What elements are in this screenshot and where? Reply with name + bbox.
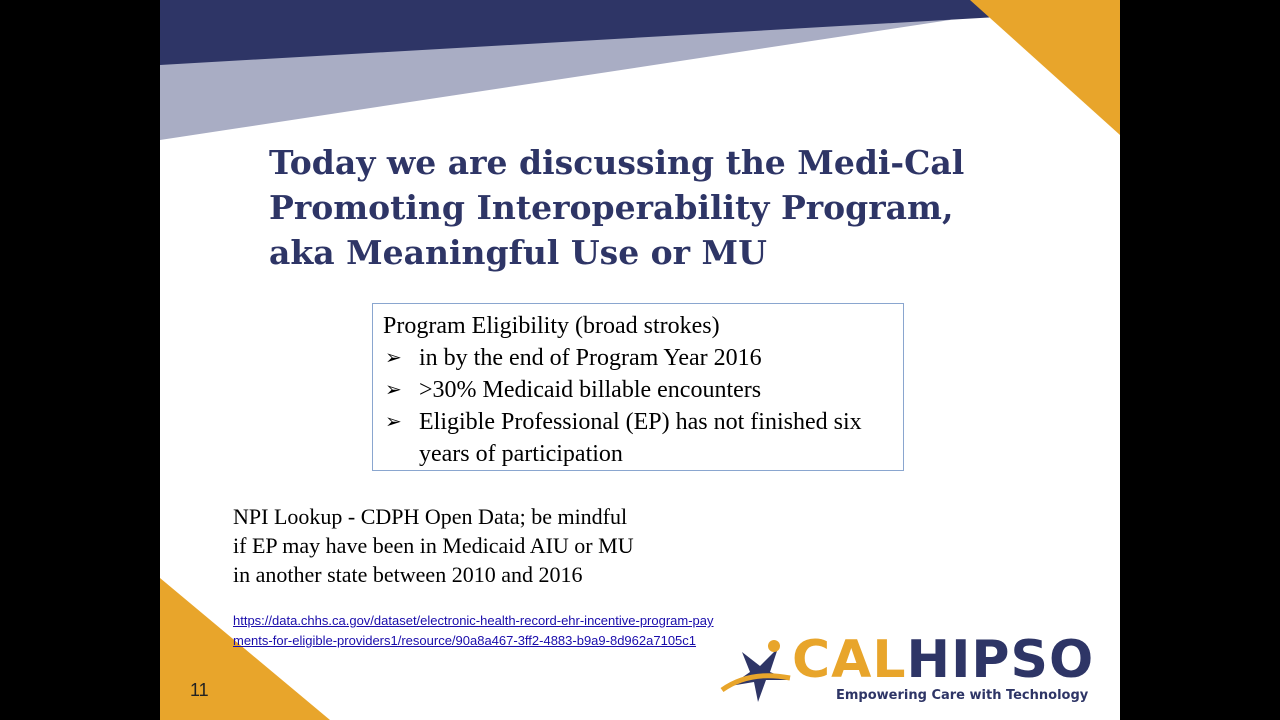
npi-line-3: in another state between 2010 and 2016 (233, 562, 583, 587)
logo-cal-text: CAL (792, 630, 907, 690)
title-line-3: aka Meaningful Use or MU (269, 233, 767, 272)
eligibility-heading: Program Eligibility (broad strokes) (383, 313, 720, 339)
eligibility-item-text: in by the end of Program Year 2016 (419, 345, 762, 371)
arrow-bullet-icon: ➢ (385, 379, 402, 401)
title-line-1: Today we are discussing the Medi-Cal (269, 143, 965, 182)
eligibility-item (383, 374, 903, 406)
npi-line-1: NPI Lookup - CDPH Open Data; be mindful (233, 504, 628, 529)
calhipso-wordmark (792, 628, 1094, 692)
open-data-link[interactable]: https://data.chhs.ca.gov/dataset/electronic-health-record-ehr-incentive-program-payments-for-eligible-providers1/resource/90a8a467-3ff2-4883-b9a9-8d962a7105c1 (233, 613, 714, 648)
top-right-gold-triangle (970, 0, 1120, 135)
arrow-bullet-icon: ➢ (385, 411, 402, 433)
logo-tagline: Empowering Care with Technology (836, 688, 1089, 703)
eligibility-list (383, 342, 903, 470)
eligibility-item (383, 406, 903, 470)
arrow-bullet-icon: ➢ (385, 347, 402, 369)
npi-line-2: if EP may have been in Medicaid AIU or MU (233, 533, 634, 558)
eligibility-box (372, 303, 904, 471)
slide-title (269, 140, 1069, 275)
logo-head-gold (768, 640, 780, 652)
title-line-2: Promoting Interoperability Program, (269, 188, 954, 227)
slide (160, 0, 1120, 720)
eligibility-item-text: Eligible Professional (EP) has not finished six years of participation (419, 409, 862, 467)
npi-lookup-note (233, 502, 733, 589)
page-number: 11 (190, 680, 209, 700)
eligibility-item (383, 342, 903, 374)
eligibility-item-text: >30% Medicaid billable encounters (419, 377, 762, 403)
logo-hipso-text: HIPSO (906, 630, 1095, 690)
